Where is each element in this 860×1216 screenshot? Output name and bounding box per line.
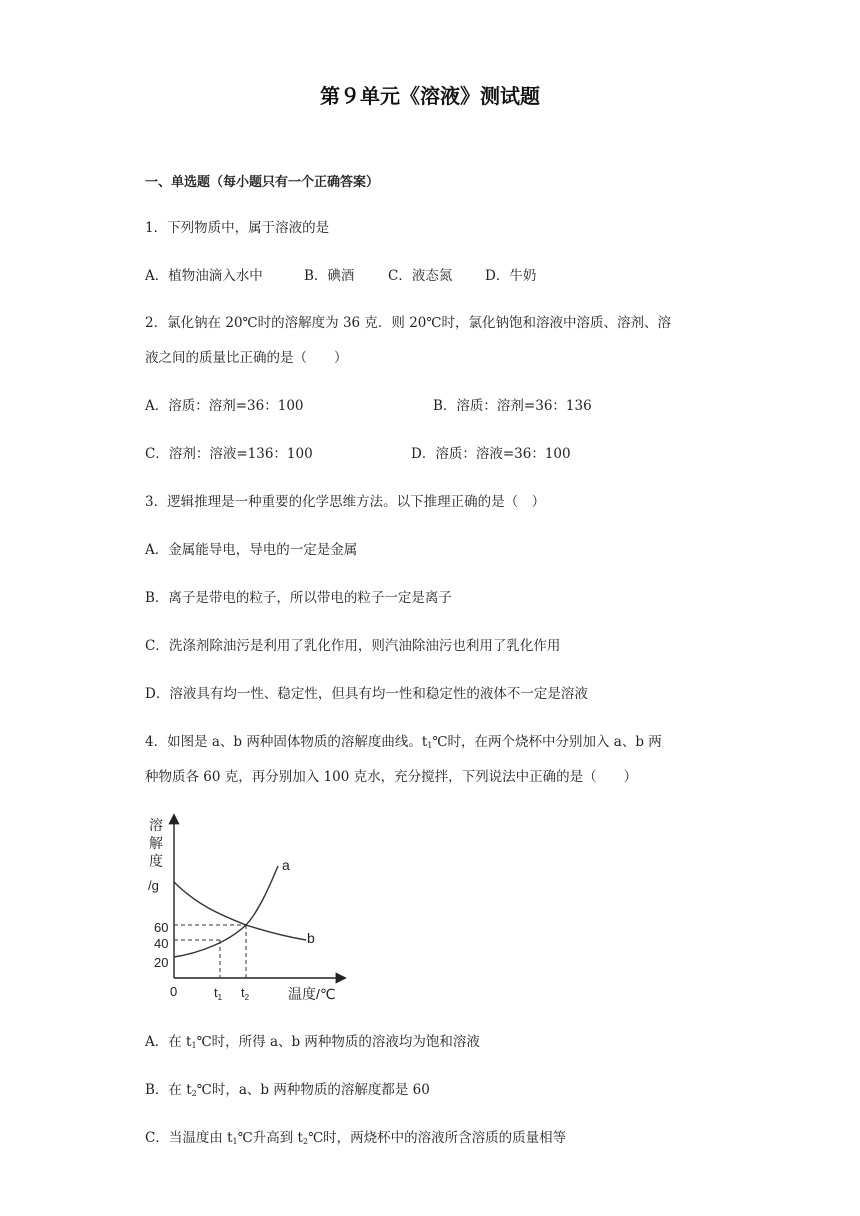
y-label-char: /g	[148, 878, 159, 893]
question-4-option-b: B．在 $t_2℃$时，a、b 两种物质的溶解度都是 60	[145, 1082, 430, 1098]
x-tick-label-t2: $t_2$	[241, 985, 250, 1002]
question-3-stem: 3．逻辑推理是一种重要的化学思维方法。以下推理正确的是（ ）	[145, 494, 546, 510]
question-2-option-c: C．溶剂：溶液=136：100	[145, 446, 313, 462]
series-b-label: b	[307, 930, 315, 946]
question-1-option-b: B．碘酒	[304, 268, 355, 284]
y-label-char: 解	[149, 835, 163, 851]
series-a-label: a	[282, 857, 290, 873]
question-4-stem-line2: 种物质各 60 克，再分别加入 100 克水，充分搅拌，下列说法中正确的是（ ）	[145, 769, 638, 785]
question-2-option-d: D．溶质：溶液=36：100	[411, 446, 571, 462]
question-4-option-a: A．在 $t_1℃$时，所得 a、b 两种物质的溶液均为饱和溶液	[145, 1034, 480, 1050]
question-1-stem: 1．下列物质中，属于溶液的是	[145, 220, 330, 236]
x-tick-label-t1: $t_1$	[214, 985, 223, 1002]
solubility-chart	[140, 810, 350, 1010]
question-3-option-b: B．离子是带电的粒子，所以带电的粒子一定是离子	[145, 590, 452, 606]
y-label-char: 度	[149, 853, 163, 869]
question-4-stem-line1: 4．如图是 a、b 两种固体物质的溶解度曲线。$t_1℃$时，在两个烧杯中分别加入 a、b 两	[145, 734, 662, 750]
y-tick-label: 40	[154, 936, 169, 951]
series-b-line	[174, 882, 306, 940]
question-2-stem-line2: 液之间的质量比正确的是（ ）	[145, 350, 348, 366]
question-3-option-c: C．洗涤剂除油污是利用了乳化作用，则汽油除油污也利用了乳化作用	[145, 638, 561, 654]
question-3-option-a: A．金属能导电，导电的一定是金属	[145, 542, 358, 558]
question-2-option-b: B．溶质：溶剂=36：136	[433, 398, 592, 414]
section-heading: 一、单选题（每小题只有一个正确答案）	[145, 175, 380, 190]
origin-label: 0	[170, 984, 178, 999]
y-tick-label: 20	[154, 955, 169, 970]
question-3-option-d: D．溶液具有均一性、稳定性，但具有均一性和稳定性的液体不一定是溶液	[145, 686, 588, 702]
page-title: 第９单元《溶液》测试题	[320, 84, 540, 108]
question-2-stem-line1: 2．氯化钠在 20℃时的溶解度为 36 克．则 20℃时，氯化钠饱和溶液中溶质、溶剂、溶	[145, 315, 671, 331]
x-axis-label: 温度/℃	[288, 986, 336, 1002]
question-1-option-c: C．液态氮	[388, 268, 453, 284]
question-4-option-c: C．当温度由 $t_1℃$升高到 $t_2℃$时，两烧杯中的溶液所含溶质的质量相等	[145, 1130, 567, 1146]
question-1-option-d: D．牛奶	[485, 268, 537, 284]
y-label-char: 溶	[149, 817, 163, 833]
question-2-option-a: A．溶质：溶剂=36：100	[145, 398, 304, 414]
series-a-line	[174, 866, 278, 957]
y-tick-label: 60	[154, 920, 169, 935]
question-1-option-a: A．植物油滴入水中	[145, 268, 263, 284]
